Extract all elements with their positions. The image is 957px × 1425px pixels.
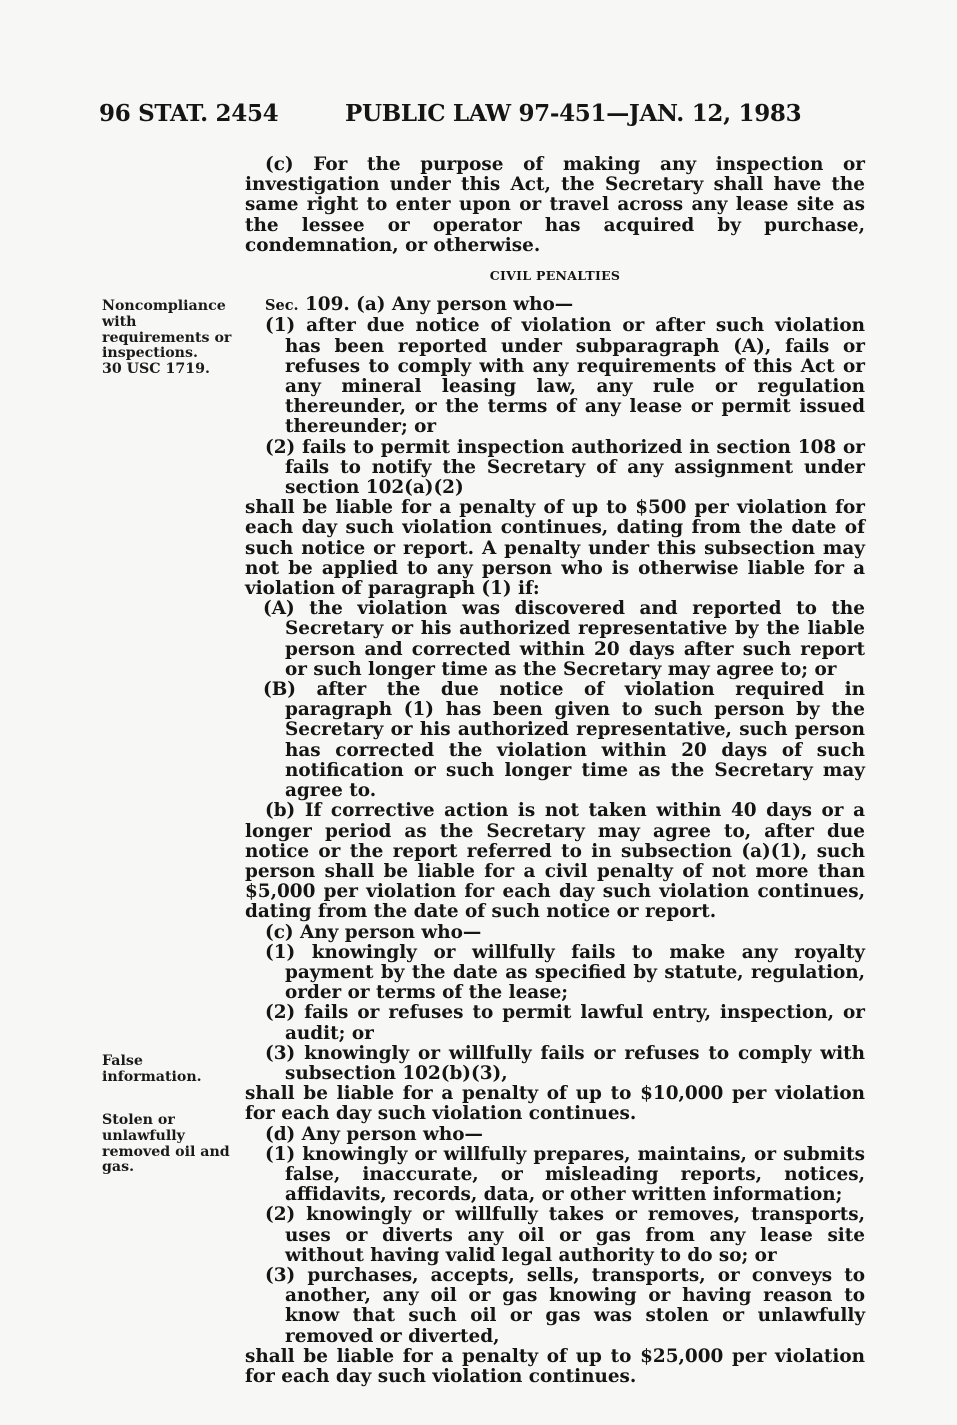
subsection-a-B: (B) after the due notice of violation required in paragraph (1) has been given to such person by the Secretary or his authorized representative, such person has corrected the violation within 20 days of such notification or such longer time as the Secretary may agree to. bbox=[263, 679, 865, 802]
margin-note-line: Stolen or bbox=[102, 1112, 175, 1128]
subsection-c-2: (2) fails or refuses to permit lawful entry, inspection, or audit; or bbox=[265, 1002, 865, 1044]
section-intro-text: 109. (a) Any person who— bbox=[298, 294, 574, 316]
margin-note-line: 30 USC 1719. bbox=[102, 361, 210, 378]
margin-note-line: information. bbox=[102, 1068, 202, 1085]
margin-note-noncompliance bbox=[102, 299, 237, 378]
margin-note-false-information bbox=[102, 1054, 237, 1086]
margin-note-line: removed oil and bbox=[102, 1143, 230, 1160]
subsection-b: (b) If corrective action is not taken within 40 days or a longer period as the Secretary may agree to, after due notice or the report referred to in subsection (a)(1), such person shall be liable for a civil penalty of not more than $5,000 per violation for each day such violation continues, dating from the date of such notice or report. bbox=[245, 800, 865, 923]
subsection-d-1: (1) knowingly or willfully prepares, maintains, or submits false, inaccurate, or misleading reports, notices, affidavits, records, data, or other written information; bbox=[265, 1143, 865, 1206]
section-label: Sec. bbox=[265, 297, 299, 315]
subsection-c-intro: (c) Any person who— bbox=[265, 921, 482, 943]
main-text bbox=[245, 155, 865, 1387]
subsection-c-3: (3) knowingly or willfully fails or refuses to comply with subsection 102(b)(3), bbox=[265, 1042, 865, 1084]
subsection-a-2: (2) fails to permit inspection authorized in section 108 or fails to notify the Secretary of any assignment under section 102(a)(2) bbox=[265, 436, 865, 499]
subsection-a-1: (1) after due notice of violation or after such violation has been reported under subparagraph (A), fails or refuses to comply with any requirements of this Act or any mineral leasing law, any rule or regulation thereunder, or the terms of any lease or permit issued thereunder; or bbox=[265, 315, 865, 438]
subsection-d-3: (3) purchases, accepts, sells, transports, or conveys to another, any oil or gas knowing or having reason to know that such oil or gas was stolen or unlawfully removed or diverted, bbox=[265, 1264, 865, 1347]
paragraph-c-inspection: (c) For the purpose of making any inspection or investigation under this Act, the Secretary shall have the same right to enter upon or travel across any lease site as the lessee or operator has acquired by purchase, condemnation, or otherwise. bbox=[245, 154, 865, 256]
public-law-title: PUBLIC LAW 97-451—JAN. 12, 1983 bbox=[345, 100, 802, 127]
subsection-c-tail: shall be liable for a penalty of up to $10,000 per violation for each day such violation continues. bbox=[245, 1083, 865, 1125]
subsection-a-A: (A) the violation was discovered and reported to the Secretary or his authorized representative by the liable person and corrected within 20 days after such report or such longer time as the Secretary may agree to; or bbox=[263, 598, 865, 680]
section-heading-civil-penalties: CIVIL PENALTIES bbox=[489, 268, 621, 284]
subsection-a-tail: shall be liable for a penalty of up to $500 per violation for each day such violation continues, dating from the date of such notice or report. A penalty under this subsection may not be applied to any person who is otherwise liable for a violation of paragraph (1) if: bbox=[245, 497, 865, 600]
subsection-c-1: (1) knowingly or willfully fails to make any royalty payment by the date as specified by statute, regulation, order or terms of the lease; bbox=[265, 941, 865, 1004]
margin-note-line: gas. bbox=[102, 1159, 135, 1176]
margin-note-line: unlawfully bbox=[102, 1127, 185, 1144]
section-109-intro bbox=[245, 295, 865, 316]
margin-note-line: requirements or bbox=[102, 329, 232, 346]
margin-note-line: Noncompliance bbox=[102, 298, 226, 314]
subsection-d-intro: (d) Any person who— bbox=[265, 1123, 483, 1145]
subsection-d-2: (2) knowingly or willfully takes or removes, transports, uses or diverts any oil or gas from any lease site without having valid legal authority to do so; or bbox=[265, 1204, 865, 1266]
margin-note-line: False bbox=[102, 1053, 143, 1069]
margin-note-stolen-oil-gas bbox=[102, 1113, 237, 1176]
margin-note-line: with bbox=[102, 313, 137, 330]
page-header bbox=[99, 100, 869, 134]
subsection-d-tail: shall be liable for a penalty of up to $25,000 per violation for each day such violation continues. bbox=[245, 1345, 865, 1387]
statute-page-number: 96 STAT. 2454 bbox=[99, 100, 279, 127]
margin-note-line: inspections. bbox=[102, 345, 198, 362]
